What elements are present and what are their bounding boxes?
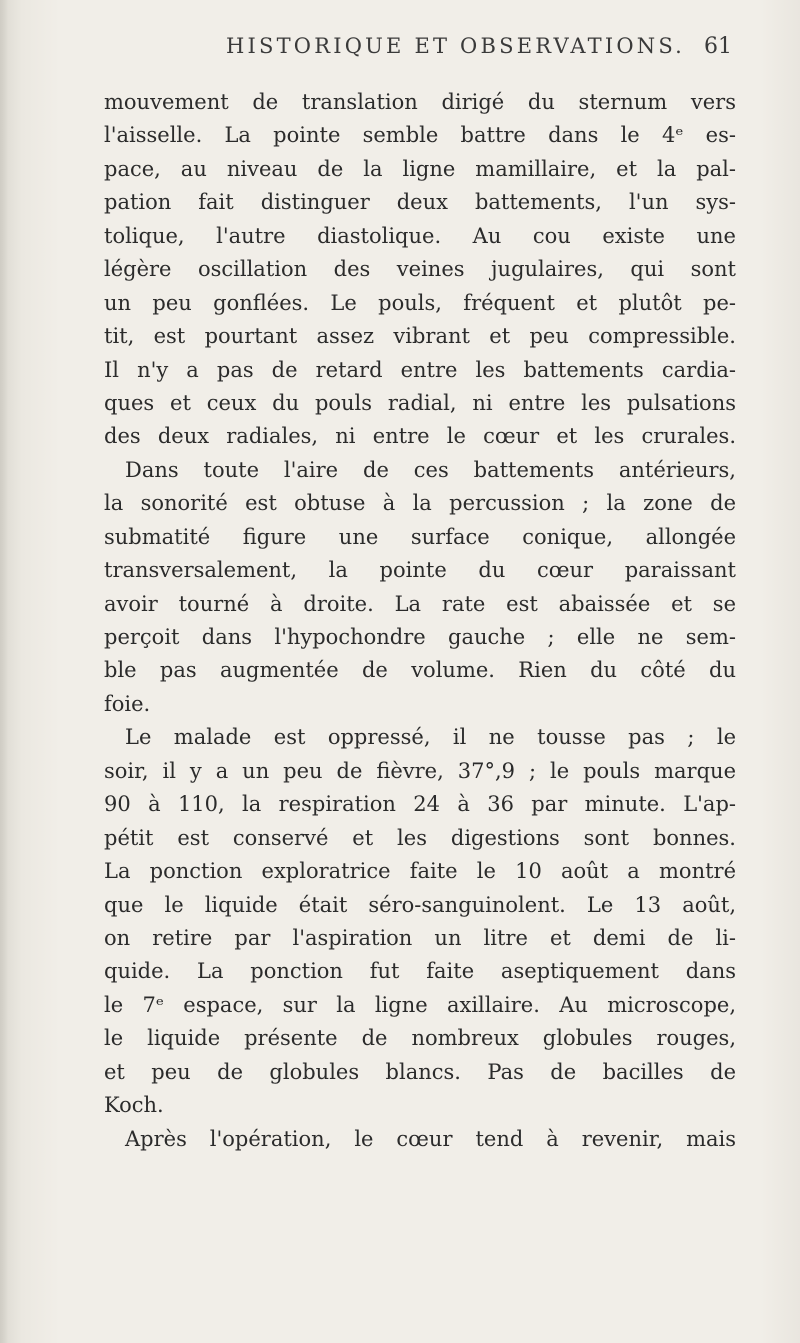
paragraph-start-line: Le malade est oppressé, il ne tousse pas ; le [125,725,736,750]
text-line: La ponction exploratrice faite le 10 août a montré [104,859,736,884]
text-line: des deux radiales, ni entre le cœur et les crurales. [104,424,736,449]
text-line: transversalement, la pointe du cœur paraissant [104,558,736,583]
paragraph-end-line: Koch. [104,1093,164,1118]
text-line: Il n'y a pas de retard entre les battements cardia- [104,357,736,382]
text-line: ques et ceux du pouls radial, ni entre les pulsations [104,390,736,415]
text-line: la sonorité est obtuse à la percussion ; la zone de [104,491,736,516]
text-line: pétit est conservé et les digestions sont bonnes. [104,825,736,850]
text-line: ble pas augmentée de volume. Rien du côté du [104,658,736,683]
text-line: et peu de globules blancs. Pas de bacilles de [104,1059,736,1084]
body-text [104,86,736,1156]
text-line: avoir tourné à droite. La rate est abaissée et se [104,591,736,616]
text-line: mouvement de translation dirigé du sternum vers [104,90,736,114]
page-header [0,34,800,74]
text-line: pation fait distinguer deux battements, l'un sys- [104,190,736,215]
page-gutter-shadow [0,0,8,1343]
text-line: tolique, l'autre diastolique. Au cou existe une [104,223,736,248]
running-head: HISTORIQUE ET OBSERVATIONS. [226,34,686,58]
text-line: soir, il y a un peu de fièvre, 37°,9 ; le pouls marque [104,758,736,783]
text-line: le 7ᵉ espace, sur la ligne axillaire. Au microscope, [104,992,736,1017]
text-line: que le liquide était séro-sanguinolent. Le 13 août, [104,892,736,917]
text-line: perçoit dans l'hypochondre gauche ; elle ne sem- [104,625,736,649]
text-line: submatité figure une surface conique, allongée [104,524,736,549]
text-line: on retire par l'aspiration un litre et demi de li- [104,925,736,950]
paragraph-start-line: Après l'opération, le cœur tend à revenir, mais [125,1126,736,1151]
text-line: le liquide présente de nombreux globules rouges, [104,1026,736,1051]
paragraph-end-line: foie. [104,691,151,716]
text-line: légère oscillation des veines jugulaires, qui sont [104,257,736,282]
paragraph-start-line: Dans toute l'aire de ces battements antérieurs, [125,457,736,482]
text-line: pace, au niveau de la ligne mamillaire, et la pal- [104,156,736,181]
text-line: l'aisselle. La pointe semble battre dans le 4ᵉ es- [104,123,736,148]
text-line: 90 à 110, la respiration 24 à 36 par minute. L'ap- [104,792,736,817]
text-line: un peu gonflées. Le pouls, fréquent et plutôt pe- [104,290,736,315]
page-number: 61 [704,34,732,59]
text-line: tit, est pourtant assez vibrant et peu compressible. [104,324,736,349]
text-line: quide. La ponction fut faite aseptiquement dans [104,959,736,984]
